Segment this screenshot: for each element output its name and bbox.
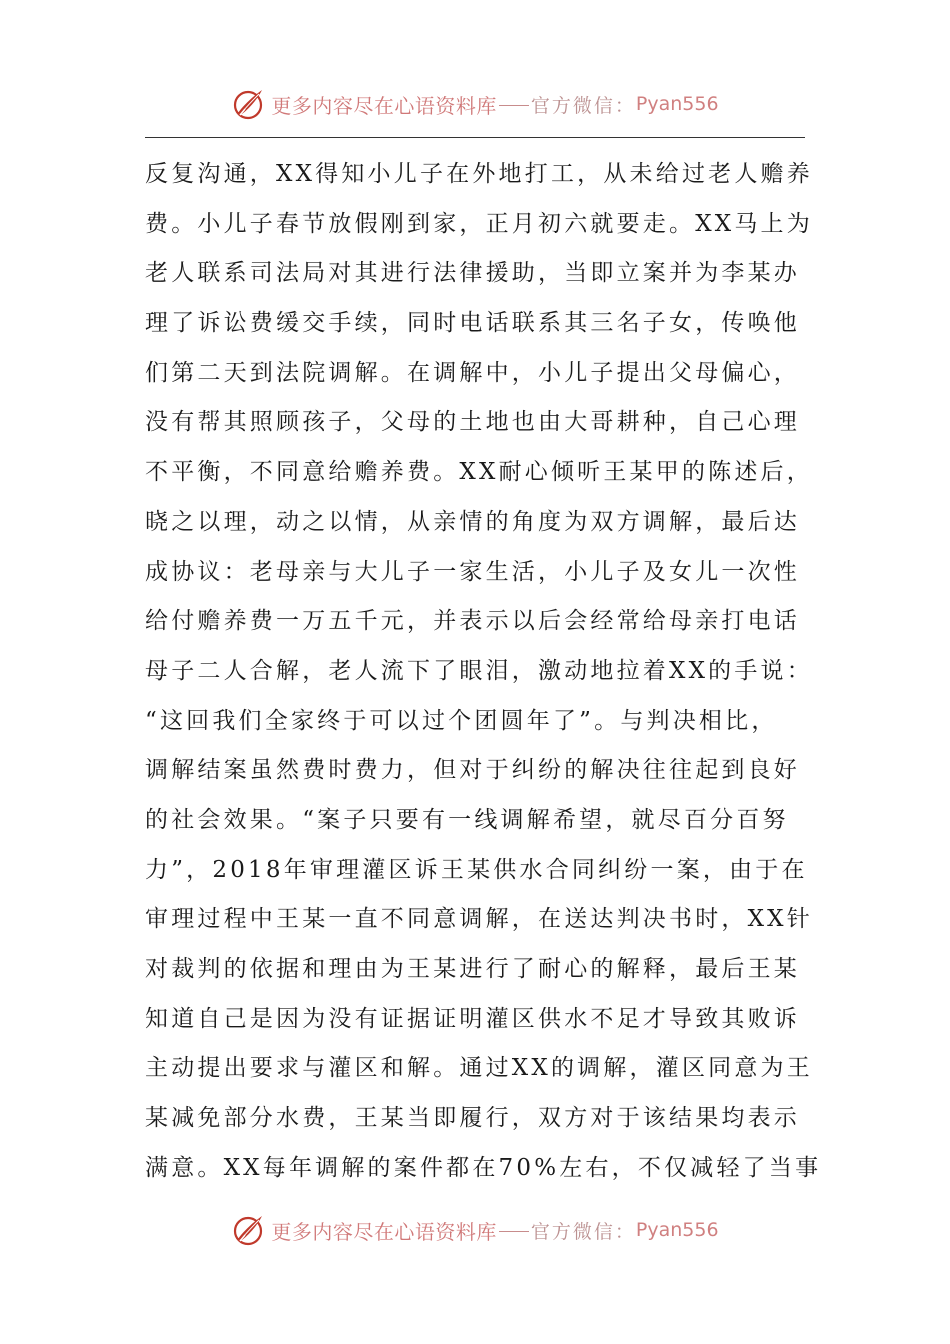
text-line: 老人联系司法局对其进行法律援助，当即立案并为李某办 [145, 260, 800, 287]
text-line: 力”，2018年审理灌区诉王某供水合同纠纷一案，由于在 [145, 856, 808, 883]
text-line: 成协议：老母亲与大儿子一家生活，小儿子及女儿一次性 [145, 558, 800, 585]
text-line: 没有帮其照顾孩子，父母的土地也由大哥耕种，自己心理 [145, 409, 800, 436]
header-divider [145, 137, 805, 138]
text-line: 对裁判的依据和理由为王某进行了耐心的解释，最后王某 [145, 956, 800, 982]
text-line: 满意。XX每年调解的案件都在70%左右，不仅减轻了当事 [145, 1154, 822, 1181]
text-line: 的社会效果。“案子只要有一线调解希望，就尽百分百努 [145, 806, 789, 833]
text-line: 晓之以理，动之以情，从亲情的角度为双方调解，最后达 [145, 508, 800, 535]
text-line: 不平衡，不同意给赡养费。XX耐心倾听王某甲的陈述后， [145, 459, 813, 486]
text-line: 费。小儿子春节放假刚到家，正月初六就要走。XX马上为 [145, 210, 813, 237]
text-line: 理了诉讼费缓交手续，同时电话联系其三名子女，传唤他 [145, 310, 800, 337]
header-watermark [0, 84, 950, 124]
text-line: “这回我们全家终于可以过个团圆年了”。与判决相比， [145, 707, 778, 734]
text-line: 们第二天到法院调解。在调解中，小儿子提出父母偏心， [145, 359, 800, 386]
watermark-wechat-id: Pyan556 [635, 93, 719, 115]
document-body [145, 150, 822, 1193]
watermark-dash [499, 1231, 529, 1232]
watermark-wechat-label: 官方微信： [530, 1220, 636, 1243]
footer-watermark [0, 1210, 950, 1250]
text-line: 审理过程中王某一直不同意调解，在送达判决书时，XX针 [145, 906, 813, 933]
quill-pen-logo-icon [231, 1212, 267, 1248]
text-line: 反复沟通，XX得知小儿子在外地打工，从未给过老人赡养 [145, 161, 813, 187]
watermark-main-text: 更多内容尽在心语资料库 [271, 93, 497, 118]
text-line: 某减免部分水费，王某当即履行，双方对于该结果均表示 [145, 1105, 800, 1132]
text-line: 主动提出要求与灌区和解。通过XX的调解，灌区同意为王 [145, 1055, 813, 1082]
watermark-dash [499, 105, 529, 106]
text-line: 母子二人合解，老人流下了眼泪，激动地拉着XX的手说： [145, 657, 813, 684]
quill-pen-logo-icon [231, 86, 267, 122]
text-line: 知道自己是因为没有证据证明灌区供水不足才导致其败诉 [145, 1005, 800, 1032]
watermark-wechat-id: Pyan556 [635, 1219, 719, 1241]
watermark-main-text: 更多内容尽在心语资料库 [271, 1219, 497, 1244]
text-line: 调解结案虽然费时费力，但对于纠纷的解决往往起到良好 [145, 757, 800, 784]
watermark-wechat-label: 官方微信： [530, 94, 636, 117]
text-line: 给付赡养费一万五千元，并表示以后会经常给母亲打电话 [145, 608, 800, 635]
